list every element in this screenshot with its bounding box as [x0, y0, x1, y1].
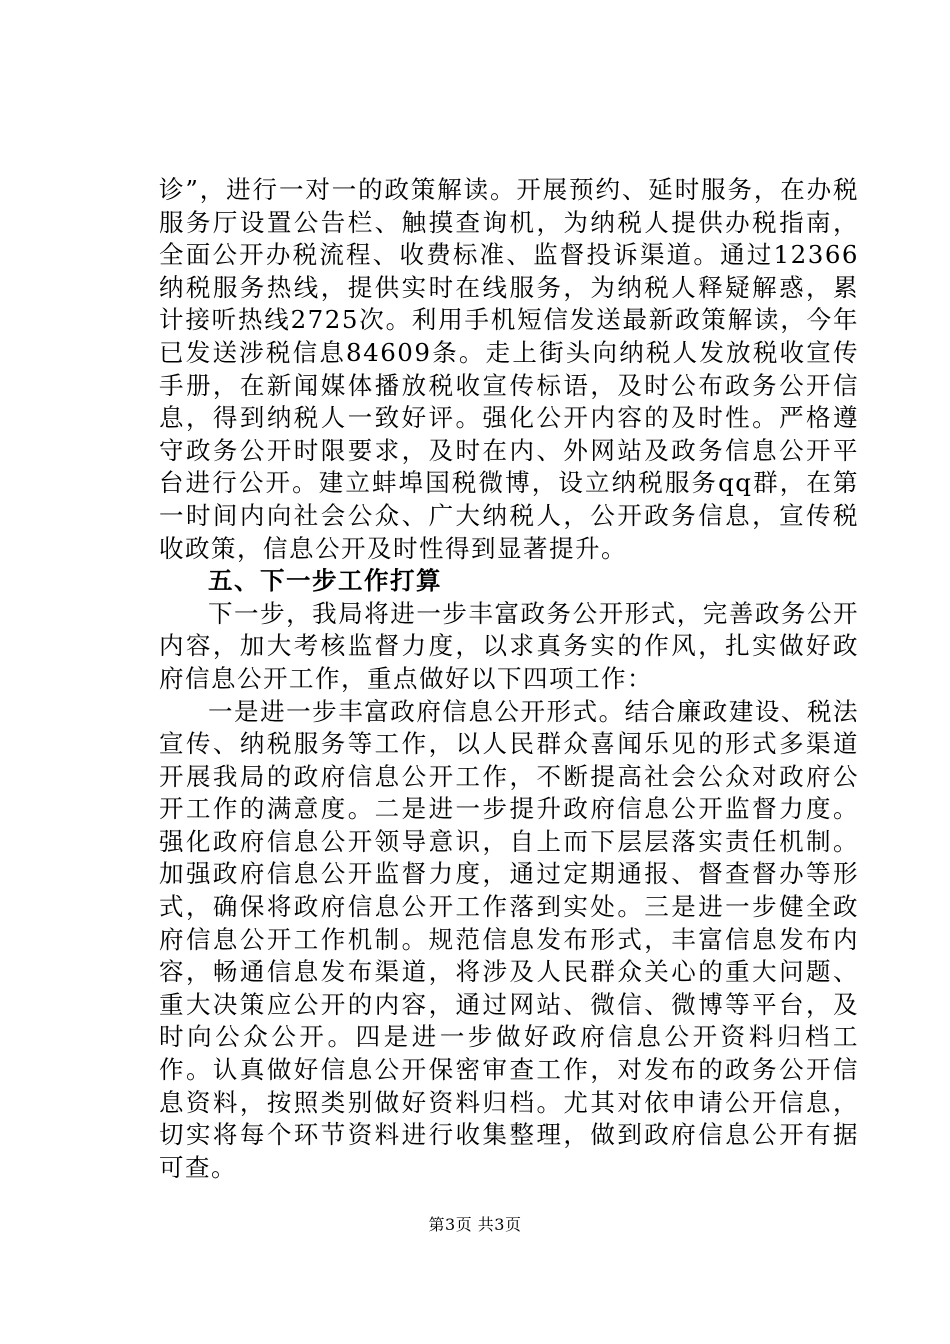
document-body: [159, 174, 859, 1184]
paragraph-next-steps: 下一步，我局将进一步丰富政务公开形式，完善政务公开内容，加大考核监督力度，以求真务实的作风，扎实做好政府信息公开工作，重点做好以下四项工作：: [159, 598, 859, 693]
paragraph-continuation: 诊”，进行一对一的政策解读。开展预约、延时服务，在办税服务厅设置公告栏、触摸查询机，为纳税人提供办税指南，全面公开办税流程、收费标准、监督投诉渠道。通过12366纳税服务热线，提供实时在线服务，为纳税人释疑解惑，累计接听热线2725次。利用手机短信发送最新政策解读，今年已发送涉税信息84609条。走上街头向纳税人发放税收宣传手册，在新闻媒体播放税收宣传标语，及时公布政务公开信息，得到纳税人一致好评。强化公开内容的及时性。严格遵守政务公开时限要求，及时在内、外网站及政务信息公开平台进行公开。建立蚌埠国税微博，设立纳税服务qq群，在第一时间内向社会公众、广大纳税人，公开政务信息，宣传税收政策，信息公开及时性得到显著提升。: [159, 175, 859, 563]
section-heading: 五、下一步工作打算: [208, 566, 442, 596]
paragraph-four-tasks: 一是进一步丰富政府信息公开形式。结合廉政建设、税法宣传、纳税服务等工作，以人民群众喜闻乐见的形式多渠道开展我局的政府信息公开工作，不断提高社会公众对政府公开工作的满意度。二是进一步提升政府信息公开监督力度。强化政府信息公开领导意识，自上而下层层落实责任机制。加强政府信息公开监督力度，通过定期通报、督查督办等形式，确保将政府信息公开工作落到实处。三是进一步健全政府信息公开工作机制。规范信息发布形式，丰富信息发布内容，畅通信息发布渠道，将涉及人民群众关心的重大问题、重大决策应公开的内容，通过网站、微信、微博等平台，及时向公众公开。四是进一步做好政府信息公开资料归档工作。认真做好信息公开保密审查工作，对发布的政务公开信息资料，按照类别做好资料归档。尤其对依申请公开信息，切实将每个环节资料进行收集整理，做到政府信息公开有据可查。: [159, 696, 859, 1182]
page-footer: 第3页 共3页: [428, 1215, 522, 1234]
